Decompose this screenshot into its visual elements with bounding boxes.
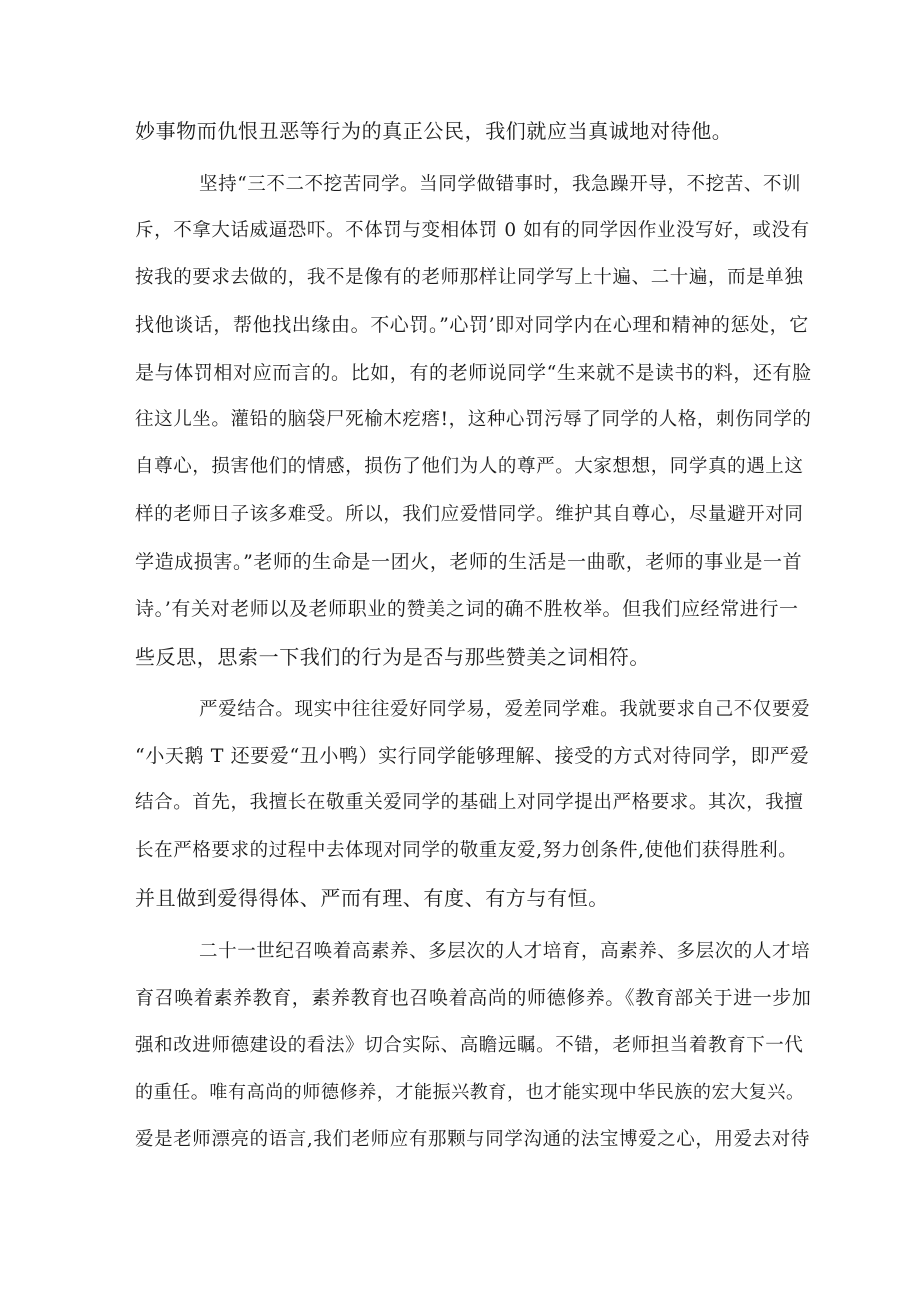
text-line: “小天鹅 T 还要爱“丑小鸭）实行同学能够理解、接受的方式对待同学，即严爱 (135, 745, 810, 767)
text-line: 强和改进师德建设的看法》切合实际、高瞻远瞩。不错，老师担当着教育下一代 (135, 1035, 804, 1056)
text-line: 结合。首先，我擅长在敬重关爱同学的基础上对同学提出严格要求。其次，我擅 (135, 792, 804, 813)
text-line: 学造成损害。”老师的生命是一团火，老师的生活是一曲歌，老师的事业是一首 (135, 551, 803, 573)
text-line: 长在严格要求的过程中去体现对同学的敬重友爱,努力创条件,使他们获得胜利。 (135, 840, 798, 861)
paragraph-start-line: 坚持“三不二不挖苦同学。当同学做错事时，我急躁开导，不挖苦、不训 (199, 174, 802, 195)
text-line: 的重任。唯有高尚的师德修养，才能振兴教育，也才能实现中华民族的宏大复兴。 (135, 1082, 805, 1103)
text-line: 诗。’有关对老师以及老师职业的赞美之词的确不胜枚举。但我们应经常进行一 (135, 598, 799, 620)
text-line: 自尊心，损害他们的情感，损伤了他们为人的尊严。大家想想，同学真的遇上这 (135, 456, 804, 477)
text-line: 育召唤着素养教育，素养教育也召唤着高尚的师德修养。《教育部关于进一步加 (135, 987, 812, 1009)
text-line: 找他谈话，帮他找出缘由。不心罚。”心罚’即对同学内在心理和精神的惩处，它 (135, 314, 809, 336)
paragraph-start-line: 二十一世纪召唤着高素养、多层次的人才培育，高素养、多层次的人才培 (199, 941, 811, 962)
text-line: 按我的要求去做的，我不是像有的老师那样让同学写上十遍、二十遍，而是单独 (135, 267, 804, 288)
text-line: 妙事物而仇恨丑恶等行为的真正公民，我们就应当真诚地对待他。 (135, 119, 733, 143)
text-line: 并且做到爱得得体、严而有理、有度、有方与有恒。 (135, 886, 609, 910)
text-line: 爱是老师漂亮的语言,我们老师应有那颗与同学沟通的法宝博爱之心，用爱去对待 (135, 1129, 810, 1150)
text-line: 往这儿坐。灌铅的脑袋尸死榆木疙瘩!，这种心罚污辱了同学的人格，刺伤同学的 (135, 409, 812, 430)
text-line: 是与体罚相对应而言的。比如，有的老师说同学“生来就不是读书的料，还有脸 (135, 362, 812, 384)
text-line: 样的老师日子该多难受。所以，我们应爱惜同学。维护其自尊心，尽量避开对同 (135, 504, 804, 525)
text-line: 斥，不拿大话威逼恐吓。不体罚与变相体罚 0 如有的同学因作业没写好，或没有 (135, 220, 810, 241)
paragraph-start-line: 严爱结合。现实中往往爱好同学易，爱差同学难。我就要求自己不仅要爱 (199, 699, 811, 720)
text-line: 些反思，思索一下我们的行为是否与那些赞美之词相符。 (135, 645, 650, 669)
